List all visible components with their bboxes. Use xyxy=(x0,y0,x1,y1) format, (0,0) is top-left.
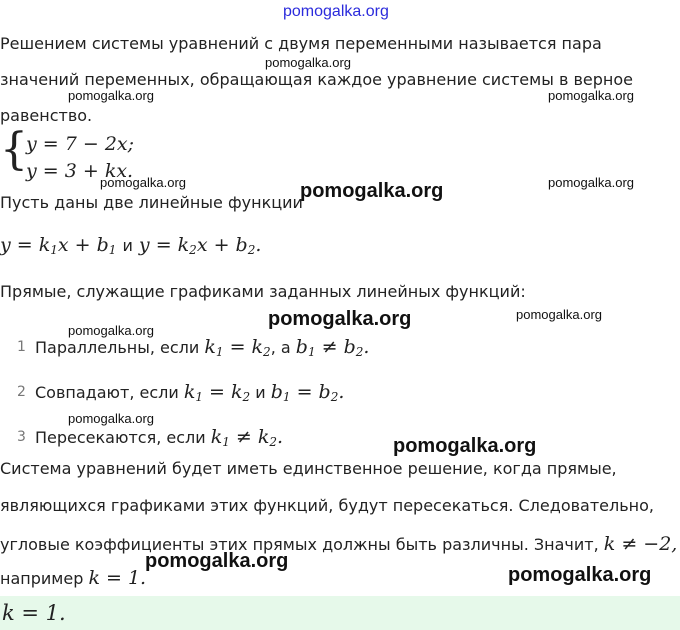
conclusion-inequality: k ≠ −2, xyxy=(603,533,678,555)
definition-line-3: равенство. xyxy=(0,106,93,125)
functions-formula: $y = k_1x + b_1$ и $y = k_2x + b_2$. xyxy=(0,234,262,257)
watermark: pomogalka.org xyxy=(265,55,351,70)
list-number-1: 1 xyxy=(17,339,26,355)
watermark-top: pomogalka.org xyxy=(283,3,389,20)
list-number-3: 3 xyxy=(17,429,26,445)
list-item-2-and: и xyxy=(255,383,266,402)
conclusion-line-1: Система уравнений будет иметь единственное решение, когда прямые, xyxy=(0,459,617,478)
conclusion-line-4-text: например xyxy=(0,569,84,588)
functions-intro: Пусть даны две линейные функции xyxy=(0,193,303,212)
system-equation-2: y = 3 + kx. xyxy=(26,160,134,182)
watermark: pomogalka.org xyxy=(68,411,154,426)
watermark-large: pomogalka.org xyxy=(300,180,444,202)
watermark-large: pomogalka.org xyxy=(145,550,289,572)
watermark-large: pomogalka.org xyxy=(393,435,537,457)
definition-line-1: Решением системы уравнений с двумя переменными называется пара xyxy=(0,34,602,53)
watermark: pomogalka.org xyxy=(68,88,154,103)
list-item-3: Пересекаются, если $k_1 \ne k_2$. xyxy=(35,426,284,449)
lines-intro: Прямые, служащие графиками заданных линейных функций: xyxy=(0,282,526,301)
watermark-large: pomogalka.org xyxy=(508,564,652,586)
conclusion-line-2: являющихся графиками этих функций, будут пересекаться. Следовательно, xyxy=(0,496,654,515)
list-item-2-text: Совпадают, если xyxy=(35,383,179,402)
list-number-2: 2 xyxy=(17,384,26,400)
watermark: pomogalka.org xyxy=(548,175,634,190)
list-item-3-text: Пересекаются, если xyxy=(35,428,206,447)
watermark-large: pomogalka.org xyxy=(268,308,412,330)
answer-value: k = 1. xyxy=(2,601,66,625)
definition-line-2: значений переменных, обращающая каждое уравнение системы в верное xyxy=(0,70,633,89)
system-brace: { xyxy=(0,124,28,175)
conclusion-line-4 xyxy=(0,568,146,589)
conclusion-line-3 xyxy=(0,534,677,555)
functions-and: и xyxy=(122,236,133,255)
list-item-1: Параллельны, если $k_1 = k_2$, а $b_1 \ne b_2$. xyxy=(35,336,370,359)
watermark: pomogalka.org xyxy=(68,323,154,338)
watermark: pomogalka.org xyxy=(100,175,186,190)
watermark: pomogalka.org xyxy=(516,307,602,322)
list-item-2: Совпадают, если $k_1 = k_2$ и $b_1 = b_2$. xyxy=(35,381,345,404)
conclusion-example: k = 1. xyxy=(88,567,147,589)
answer-box xyxy=(0,596,680,630)
system-equation-1: y = 7 − 2x; xyxy=(26,133,135,155)
watermark: pomogalka.org xyxy=(548,88,634,103)
conclusion-line-3-text: угловые коэффициенты этих прямых должны быть различны. Значит, xyxy=(0,535,599,554)
list-item-1-text: Параллельны, если xyxy=(35,338,200,357)
list-item-1-and: , а xyxy=(270,338,291,357)
